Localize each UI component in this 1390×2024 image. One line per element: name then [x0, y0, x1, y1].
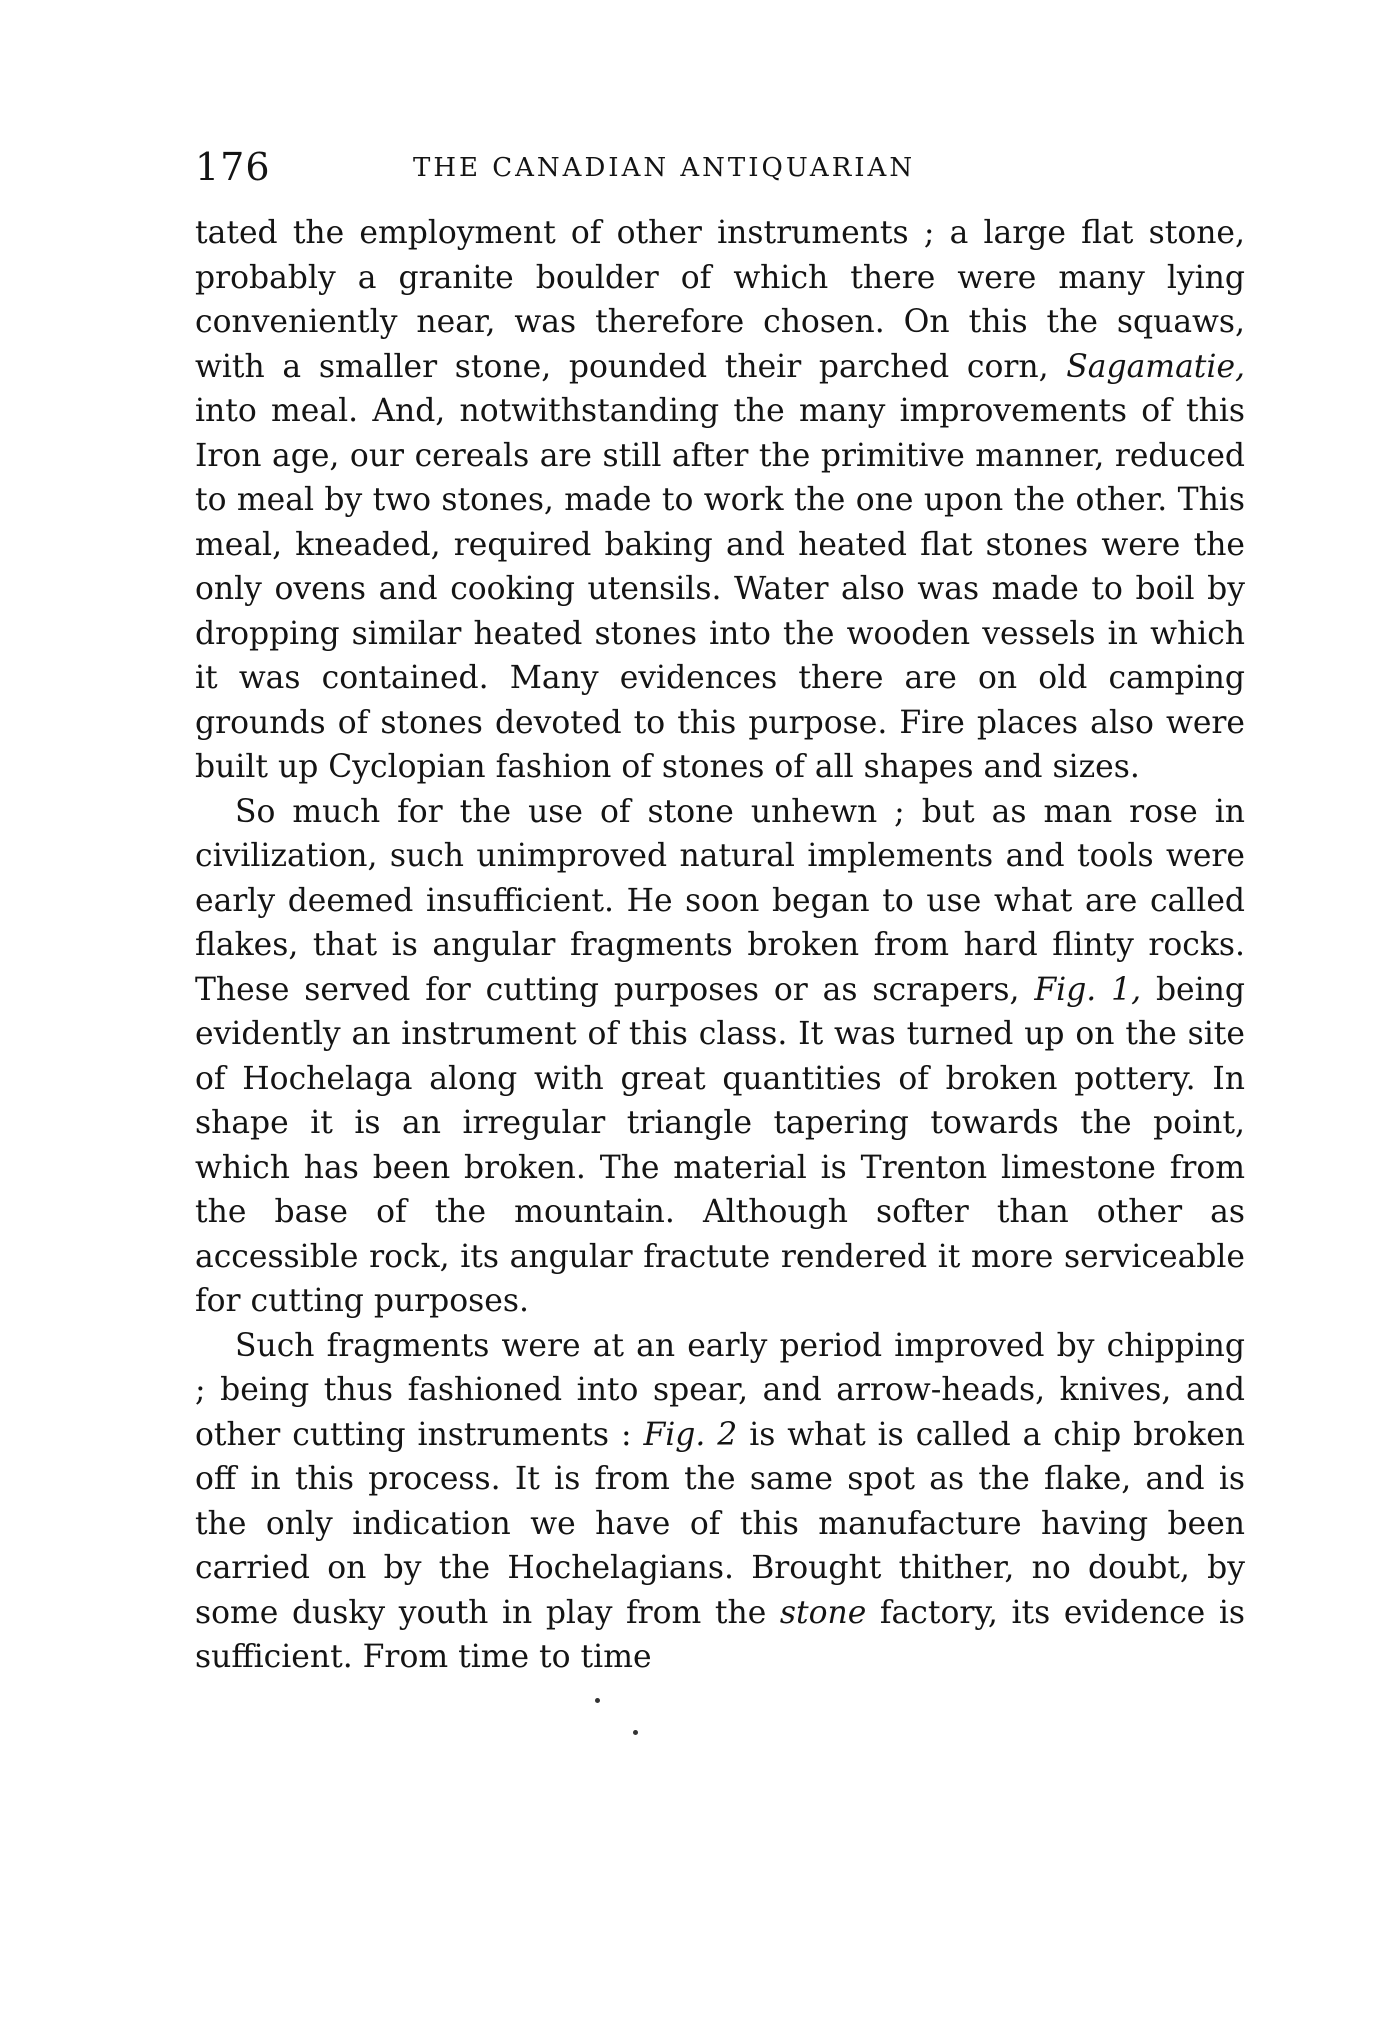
page-number: 176 — [195, 145, 271, 189]
paragraph-text: is what is called a chip broken off in this process. It is from the same spot as the flake, and is the only indication we have of this manufacture having been carried on by the Hochelagians. Brought thither, no doubt, by some dusky youth in play from the — [195, 1416, 1245, 1631]
speck — [633, 1730, 638, 1735]
italic-term: stone — [779, 1594, 867, 1631]
paragraph-text: tated the employment of other instruments ; a large flat stone, probably a granite boulder of which there were many lying conveniently near, was therefore chosen. On this the squaws, with a smaller stone, pounded their parched corn, — [195, 215, 1245, 385]
journal-title: THE CANADIAN ANTIQUARIAN — [413, 153, 916, 183]
running-head — [195, 145, 1245, 205]
figure-reference: Fig. 2 — [643, 1416, 738, 1453]
printing-specks — [195, 1680, 1245, 1740]
paragraph-3 — [195, 1324, 1245, 1680]
paragraph-text: So much for the use of stone unhewn ; but as man rose in civilization, such unimproved natural implements and tools were early deemed insufficient. He soon began to use what are called flakes, that is angular fragments broken from hard flinty rocks. These served for cutting purposes or as scrapers, — [195, 793, 1245, 1008]
figure-reference: Fig. 1, — [1034, 971, 1142, 1008]
paragraph-1 — [195, 211, 1245, 790]
paragraph-text: being evidently an instrument of this class. It was turned up on the site of Hochelaga along with great quantities of broken pottery. In shape it is an irregular triangle tapering towards the point, which has been broken. The material is Trenton limestone from the base of the mountain. Although softer than other as accessible rock, its angular fractute rendered it more serviceable for cutting purposes. — [195, 971, 1245, 1319]
paragraph-text: into meal. And, notwithstanding the many improvements of this Iron age, our cereals are still after the primitive manner, reduced to meal by two stones, made to work the one upon the other. This meal, kneaded, required baking and heated flat stones were the only ovens and cooking utensils. Water also was made to boil by dropping similar heated stones into the wooden vessels in which it was contained. Many evidences there are on old camping grounds of stones devoted to this purpose. Fire places also were built up Cyclopian fashion of stones of all shapes and sizes. — [195, 393, 1245, 785]
body-text — [195, 211, 1245, 1680]
book-page — [195, 145, 1245, 1740]
paragraph-text: factory, its evidence is sufficient. From time to time — [195, 1594, 1245, 1675]
speck — [595, 1698, 600, 1703]
italic-term: Sagamatie, — [1066, 348, 1245, 385]
paragraph-2 — [195, 790, 1245, 1324]
paragraph-text: Such fragments were at an early period improved by chipping ; being thus fashioned into spear, and arrow-heads, knives, and other cutting instruments : — [195, 1327, 1245, 1453]
